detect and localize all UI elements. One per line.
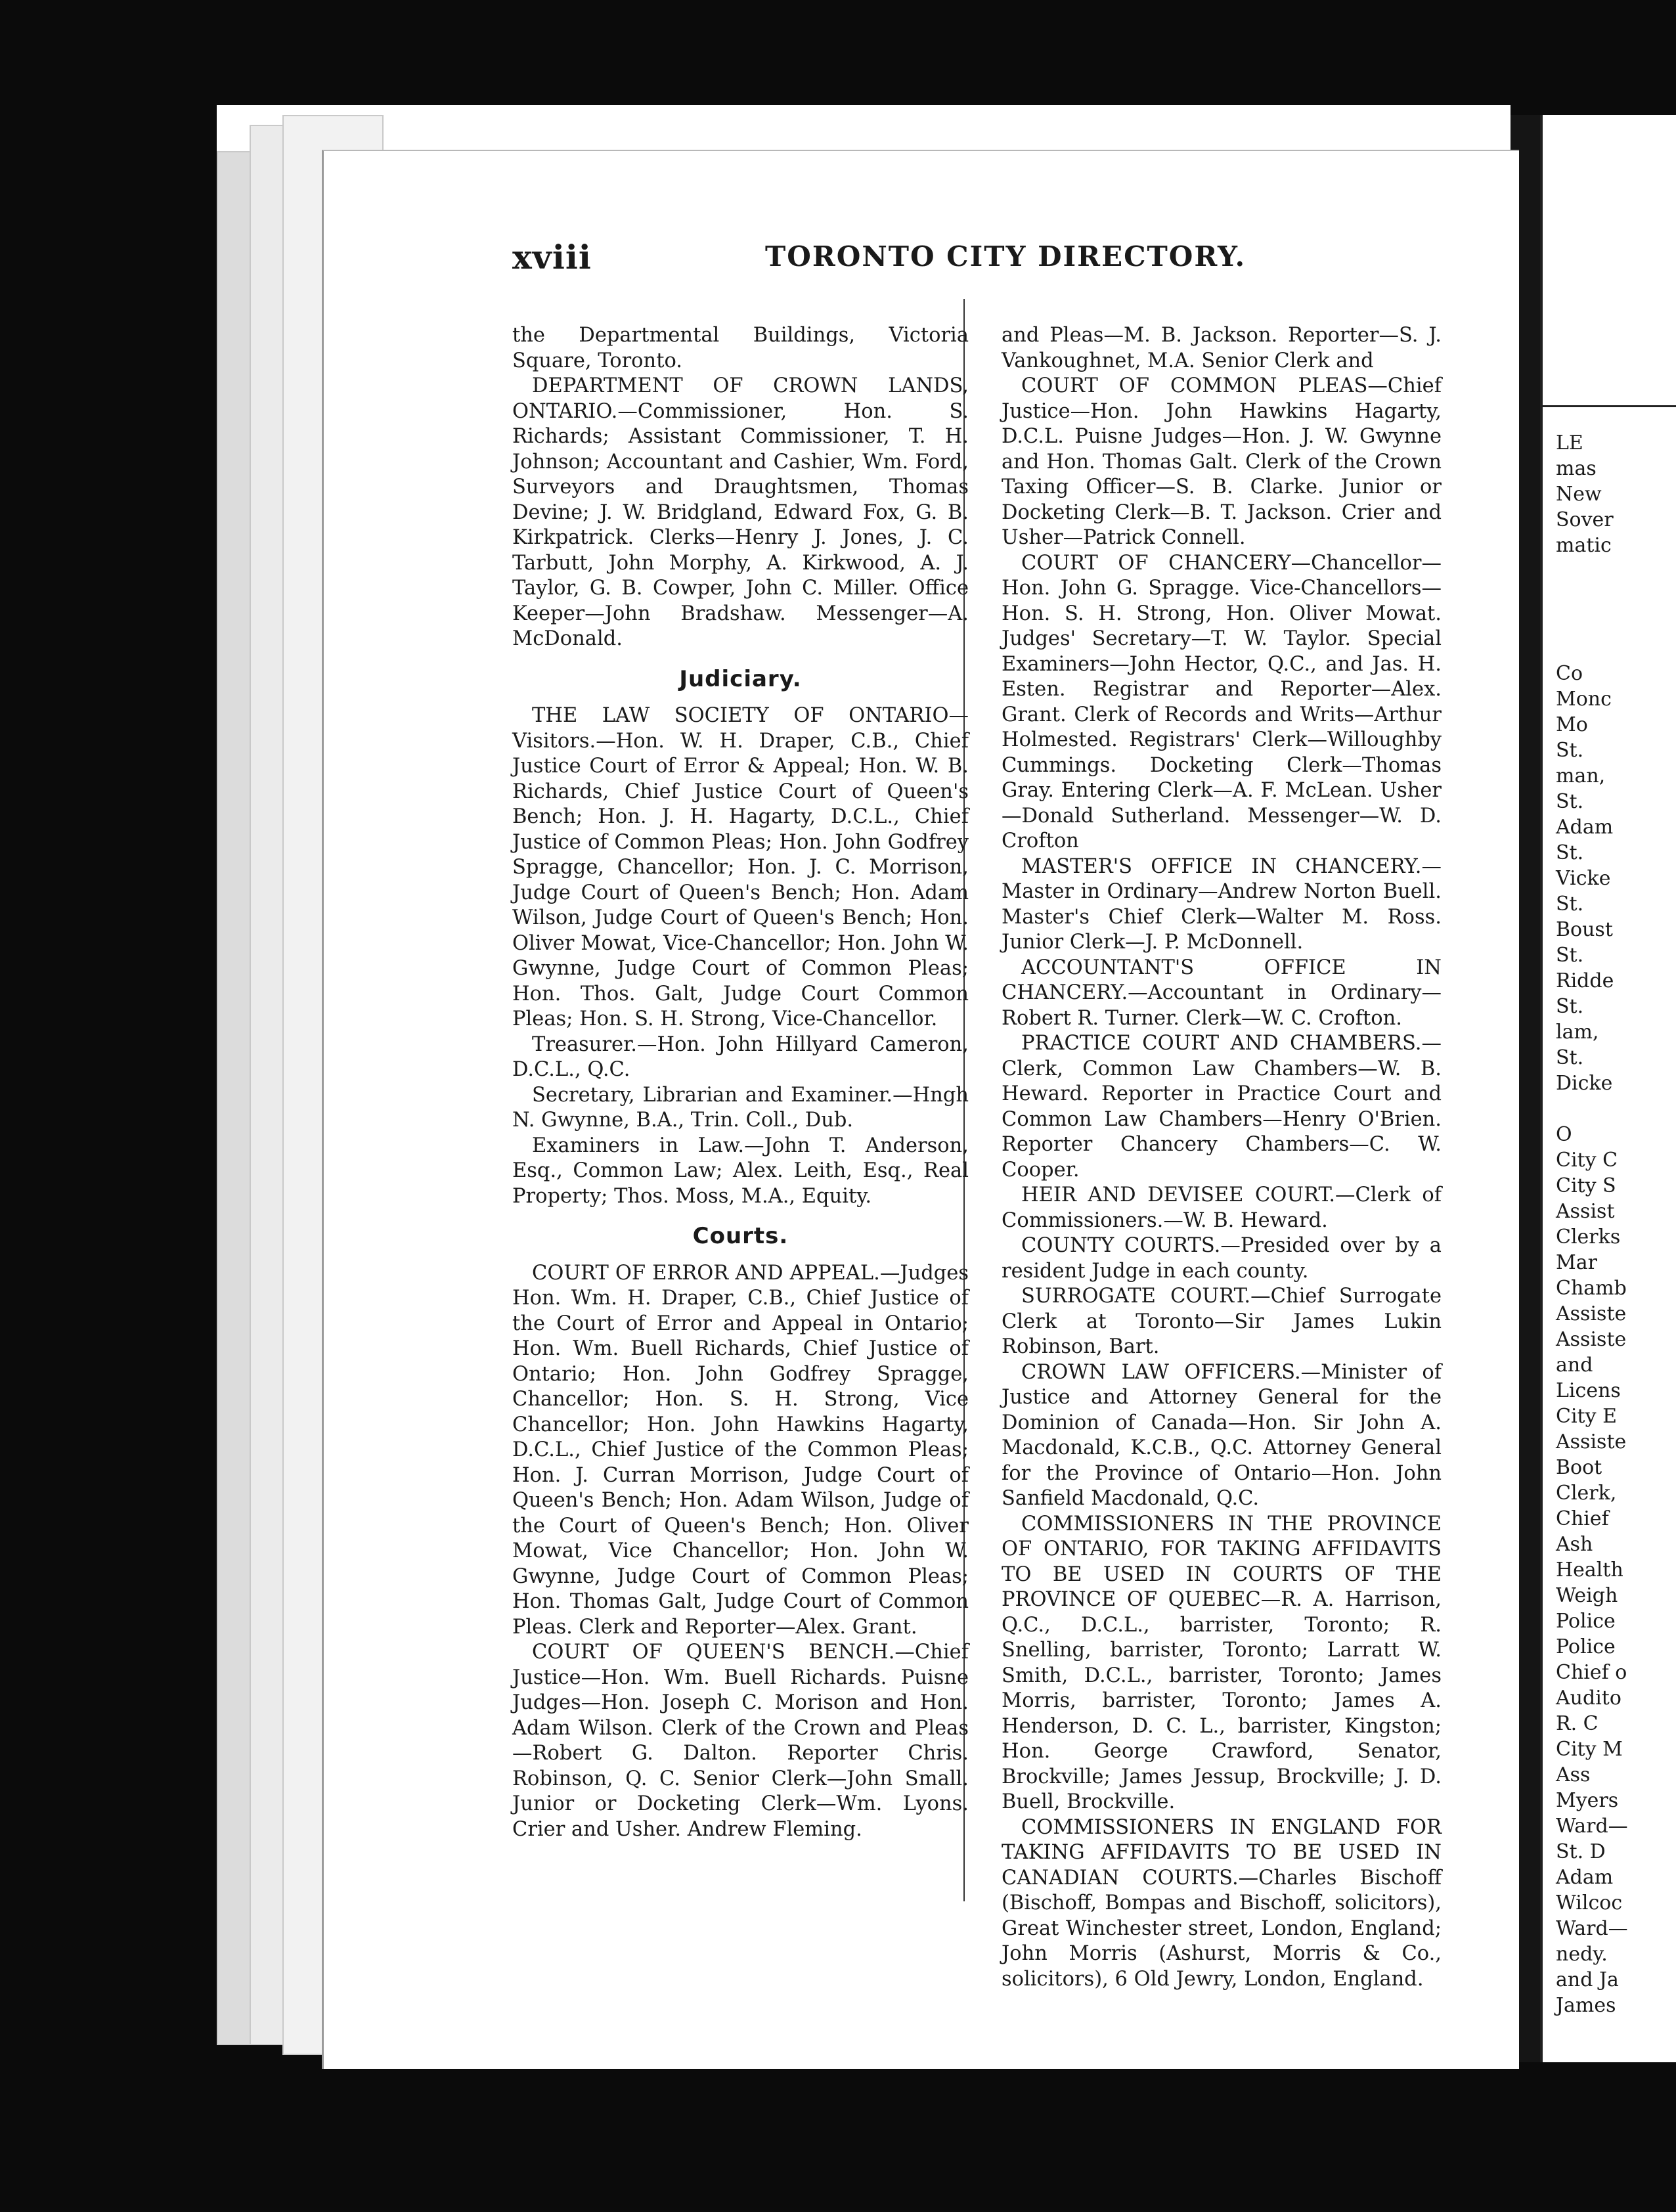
right-column bbox=[1002, 323, 1442, 1992]
paragraph: DEPARTMENT OF CROWN LANDS, ONTARIO.—Commissioner, Hon. S. Richards; Assistant Commissioner, T. H. Johnson; Accountant and Cashier, Wm. Ford, Surveyors and Draughtsmen, Thomas Devine; J. W. Bridgland, Edward Fox, G. B. Kirkpatrick. Clerks—Henry J. Jones, J. C. Tarbutt, John Morphy, A. Kirkwood, A. J. Taylor, G. B. Cowper, John C. Miller. Office Keeper—John Bradshaw. Messenger—A. McDonald. bbox=[512, 374, 969, 650]
facing-page-rule bbox=[1543, 405, 1676, 407]
paragraph: COURT OF CHANCERY—Chancellor—Hon. John G. Spragge. Vice-Chancellors—Hon. S. H. Strong, Hon. Oliver Mowat. Judges' Secretary—T. W. Taylor. Special Examiners—John Hector, Q.C., and Jas. H. Esten. Registrar and Reporter—Alex. Grant. Clerk of Records and Writs—Arthur Holmested. Registrars' Clerk—Willoughby Cummings. Docketing Clerk—Thomas Gray. Entering Clerk—A. F. McLean. Usher—Donald Sutherland. Messenger—W. D. Crofton bbox=[1002, 551, 1442, 852]
paragraph: Treasurer.—Hon. John Hillyard Cameron, D.C.L., Q.C. bbox=[512, 1032, 969, 1081]
paragraph: COMMISSIONERS IN THE PROVINCE OF ONTARIO, FOR TAKING AFFIDAVITS TO BE USED IN COURTS OF THE PROVINCE OF QUEBEC—R. A. Harrison, Q.C., D.C.L., barrister, Toronto; R. Snelling, barrister, Toronto; Larratt W. Smith, D.C.L., barrister, Toronto; James Morris, barrister, Toronto; James A. Henderson, D. C. L., barrister, Kingston; Hon. George Crawford, Senator, Brockville; James Jessup, Brockville; J. D. Buell, Brockville. bbox=[1002, 1512, 1442, 1813]
paragraph: ACCOUNTANT'S OFFICE IN CHANCERY.—Accountant in Ordinary—Robert R. Turner. Clerk—W. C. Crofton. bbox=[1002, 956, 1442, 1030]
section-heading-courts: Courts. bbox=[692, 1223, 789, 1249]
paragraph: Secretary, Librarian and Examiner.—Hngh N. Gwynne, B.A., Trin. Coll., Dub. bbox=[512, 1083, 969, 1132]
scan-background-left bbox=[0, 0, 217, 2212]
facing-page-text: LE mas New Sover matic Co Monc Mo St. man, St. Adam St. Vicke St. Boust St. Ridde St. lam, St. Dicke O City C City S Assist Clerks Mar Chamb Assiste Assiste and Licens City E Assiste Boot Clerk, Chief Ash Health Weigh Police Police Chief o Audito R. C City M Ass Myers Ward— St. D Adam Wilcoc Ward— nedy. and Ja James bbox=[1556, 431, 1628, 2017]
section-heading-judiciary: Judiciary. bbox=[679, 665, 802, 692]
left-column bbox=[512, 323, 969, 1842]
paragraph: the Departmental Buildings, Victoria Square, Toronto. bbox=[512, 324, 969, 372]
paragraph: COURT OF QUEEN'S BENCH.—Chief Justice—Hon. Wm. Buell Richards. Puisne Judges—Hon. Joseph C. Morison and Hon. Adam Wilson. Clerk of the Crown and Pleas—Robert G. Dalton. Reporter Chris. Robinson, Q. C. Senior Clerk—John Small. Junior or Docketing Clerk—Wm. Lyons. Crier and Usher. Andrew Fleming. bbox=[512, 1641, 969, 1841]
paragraph: COURT OF COMMON PLEAS—Chief Justice—Hon. John Hawkins Hagarty, D.C.L. Puisne Judges—Hon. J. W. Gwynne and Hon. Thomas Galt. Clerk of the Crown Taxing Officer—S. B. Clarke. Junior or Docketing Clerk—B. T. Jackson. Crier and Usher—Patrick Connell. bbox=[1002, 374, 1442, 549]
paragraph: THE LAW SOCIETY OF ONTARIO—Visitors.—Hon. W. H. Draper, C.B., Chief Justice Court of Error & Appeal; Hon. W. B. Richards, Chief Justice Court of Queen's Bench; Hon. J. H. Hagarty, D.C.L., Chief Justice of Common Pleas; Hon. John Godfrey Spragge, Chancellor; Hon. J. C. Morrison, Judge Court of Queen's Bench; Hon. Adam Wilson, Judge Court of Queen's Bench; Hon. Oliver Mowat, Vice-Chancellor; Hon. John W. Gwynne, Judge Court of Common Pleas; Hon. Thos. Galt, Judge Court Common Pleas; Hon. S. H. Strong, Vice-Chancellor. bbox=[512, 704, 969, 1030]
paragraph: Examiners in Law.—John T. Anderson, Esq., Common Law; Alex. Leith, Esq., Real Property; Thos. Moss, M.A., Equity. bbox=[512, 1134, 969, 1208]
paragraph: HEIR AND DEVISEE COURT.—Clerk of Commissioners.—W. B. Heward. bbox=[1002, 1183, 1442, 1232]
paragraph: SURROGATE COURT.—Chief Surrogate Clerk at Toronto—Sir James Lukin Robinson, Bart. bbox=[1002, 1285, 1442, 1358]
paragraph: CROWN LAW OFFICERS.—Minister of Justice and Attorney General for the Dominion of Canada—Hon. Sir John A. Macdonald, K.C.B., Q.C. Attorney General for the Province of Ontario—Hon. John Sanfield Macdonald, Q.C. bbox=[1002, 1360, 1442, 1510]
page-number: xviii bbox=[512, 238, 592, 276]
running-head: TORONTO CITY DIRECTORY. bbox=[765, 240, 1246, 273]
paragraph: PRACTICE COURT AND CHAMBERS.—Clerk, Common Law Chambers—W. B. Heward. Reporter in Practice Court and Common Law Chambers—Henry O'Brien. Reporter Chancery Chambers—C. W. Cooper. bbox=[1002, 1032, 1442, 1182]
paragraph: COUNTY COURTS.—Presided over by a resident Judge in each county. bbox=[1002, 1234, 1442, 1283]
paragraph: COURT OF ERROR AND APPEAL.—Judges Hon. Wm. H. Draper, C.B., Chief Justice of the Court of Error and Appeal in Ontario; Hon. Wm. Buell Richards, Chief Justice of Ontario; Hon. John Godfrey Spragge, Chancellor; Hon. S. H. Strong, Vice Chancellor; Hon. John Hawkins Hagarty, D.C.L., Chief Justice of the Common Pleas; Hon. J. Curran Morrison, Judge Court of Queen's Bench; Hon. Adam Wilson, Judge of the Court of Queen's Bench; Hon. Oliver Mowat, Vice Chancellor; Hon. John W. Gwynne, Judge Court of Common Pleas; Hon. Thomas Galt, Judge Court of Common Pleas. Clerk and Reporter—Alex. Grant. bbox=[512, 1261, 969, 1639]
paragraph: MASTER'S OFFICE IN CHANCERY.—Master in Ordinary—Andrew Norton Buell. Master's Chief Clerk—Walter M. Ross. Junior Clerk—J. P. McDonnell. bbox=[1002, 854, 1442, 954]
facing-page bbox=[1540, 115, 1676, 2062]
paragraph: and Pleas—M. B. Jackson. Reporter—S. J. Vankoughnet, M.A. Senior Clerk and bbox=[1002, 324, 1442, 372]
paragraph: COMMISSIONERS IN ENGLAND FOR TAKING AFFIDAVITS TO BE USED IN CANADIAN COURTS.—Charles Bischoff (Bischoff, Bompas and Bischoff, solicitors), Great Winchester street, London, England; John Morris (Ashurst, Morris & Co., solicitors), 6 Old Jewry, London, England. bbox=[1002, 1815, 1442, 1991]
scan-background-top bbox=[217, 0, 1676, 105]
